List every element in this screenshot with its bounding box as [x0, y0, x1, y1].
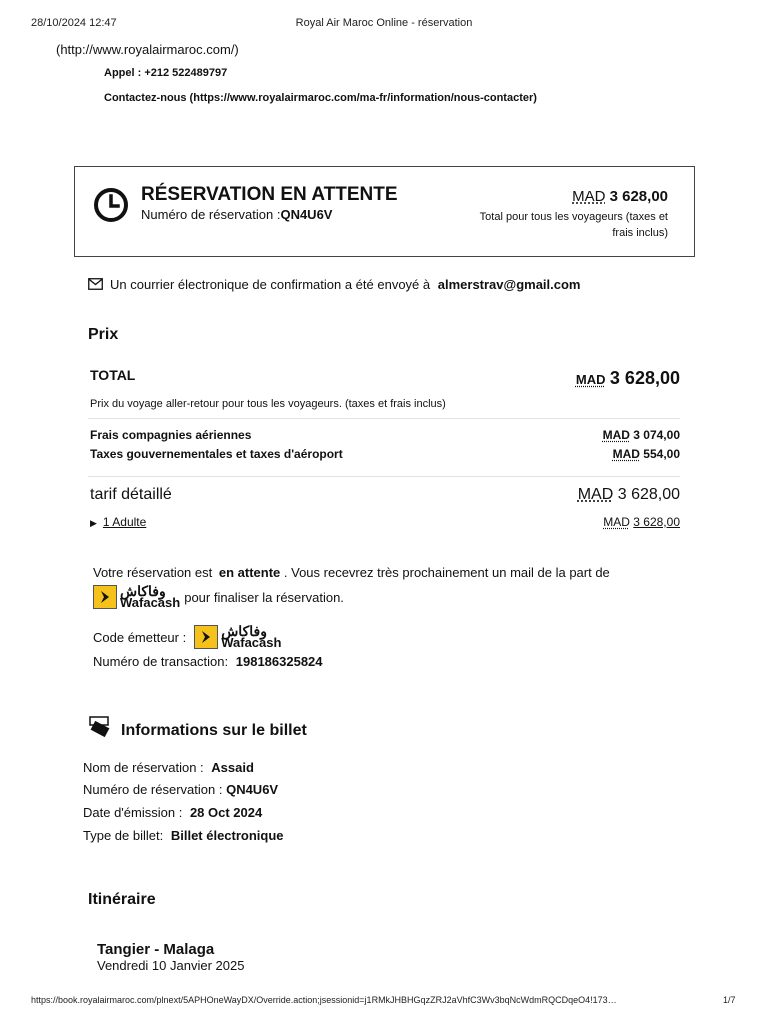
status-currency: MAD: [572, 188, 606, 205]
wafacash-logo: [93, 585, 180, 609]
divider: [88, 476, 680, 477]
wafacash-logo: [194, 625, 281, 649]
issuer-label: Code émetteur :: [93, 629, 187, 645]
fees-currency: MAD: [602, 428, 630, 442]
reservation-status-box: [74, 166, 695, 257]
status-ref-label: Numéro de réservation :: [141, 207, 281, 222]
ticket-icon: [86, 716, 112, 740]
payment-post: . Vous recevrez très prochainement un mail de la part de: [283, 565, 610, 580]
adult-currency: MAD: [603, 515, 630, 529]
print-footer-url: https://book.royalairmaroc.com/plnext/5APHOneWayDX/Override.action;jsessionid=j1RMkJHBHGqzZRJ2aVhfC3Wv3bqNcWdmRQCDqeO4!173…: [31, 995, 617, 1005]
issuer-line: [93, 625, 281, 649]
fees-label: Frais compagnies aériennes: [90, 428, 252, 442]
total-amount-group: [576, 368, 680, 389]
adult-amount-group: [603, 515, 680, 529]
ticket-name-value: Assaid: [211, 760, 254, 775]
status-amount: 3 628,00: [609, 188, 668, 205]
itinerary-route: Tangier - Malaga: [97, 941, 215, 958]
contact-link[interactable]: Contactez-nous (https://www.royalairmaroc.com/ma-fr/information/nous-contacter): [104, 92, 537, 104]
ticket-ref-row: [83, 782, 278, 797]
transaction-line: [93, 654, 323, 669]
status-ref-value: QN4U6V: [280, 207, 333, 222]
wafacash-arrow-icon: [194, 625, 218, 649]
transaction-label: Numéro de transaction:: [93, 654, 229, 669]
phone-line: Appel : +212 522489797: [104, 67, 228, 79]
taxes-currency: MAD: [612, 447, 640, 461]
ticket-date-label: Date d'émission :: [83, 805, 183, 820]
detail-amount-group: [578, 486, 680, 504]
total-amount: 3 628,00: [609, 368, 680, 388]
ticket-ref-label: Numéro de réservation :: [83, 782, 223, 797]
payment-line2-text: pour finaliser la réservation.: [184, 589, 344, 605]
email-notice-text: Un courrier électronique de confirmation a été envoyé à: [110, 277, 431, 292]
email-notice: [110, 277, 581, 292]
status-note: [480, 209, 668, 241]
ticket-type-label: Type de billet:: [83, 828, 164, 843]
ticket-name-label: Nom de réservation :: [83, 760, 204, 775]
wafacash-logo-en: Wafacash: [221, 635, 282, 650]
payment-status: en attente: [218, 565, 281, 580]
adult-amount: 3 628,00: [633, 515, 680, 529]
total-currency: MAD: [575, 372, 606, 387]
ticket-heading: Informations sur le billet: [121, 722, 307, 739]
prix-heading: Prix: [88, 326, 119, 343]
print-page-number: 1/7: [723, 995, 736, 1005]
email-address: almerstrav@gmail.com: [437, 277, 581, 292]
taxes-amount-group: [613, 447, 680, 461]
wafacash-arrow-icon: [93, 585, 117, 609]
wafacash-logo-ar: وفاكاش: [120, 583, 166, 599]
ticket-type-value: Billet électronique: [170, 828, 284, 843]
site-link[interactable]: (http://www.royalairmaroc.com/): [56, 42, 239, 57]
payment-line2: [93, 585, 344, 609]
status-note-line1: Total pour tous les voyageurs (taxes et: [479, 211, 668, 223]
print-datetime: 28/10/2024 12:47: [31, 17, 117, 29]
print-title: Royal Air Maroc Online - réservation: [295, 17, 473, 29]
total-description: Prix du voyage aller-retour pour tous les voyageurs. (taxes et frais inclus): [90, 398, 446, 410]
envelope-icon: [88, 278, 103, 290]
ticket-date-value: 28 Oct 2024: [189, 805, 263, 820]
payment-line1: [93, 565, 610, 580]
status-total: [572, 188, 668, 205]
clock-icon: [93, 187, 129, 223]
detail-label: tarif détaillé: [90, 486, 172, 503]
fees-amount: 3 074,00: [633, 428, 680, 442]
wafacash-logo-ar: وفاكاش: [221, 623, 267, 639]
ticket-date-row: [83, 805, 262, 820]
payment-pre: Votre réservation est: [93, 565, 213, 580]
adult-toggle[interactable]: [90, 515, 146, 529]
taxes-amount: 554,00: [643, 447, 680, 461]
itinerary-heading: Itinéraire: [88, 891, 156, 908]
detail-currency: MAD: [577, 486, 614, 503]
ticket-ref-value: QN4U6V: [226, 782, 279, 797]
total-label: TOTAL: [90, 367, 136, 383]
transaction-value: 198186325824: [235, 654, 323, 669]
ticket-type-row: [83, 828, 284, 843]
itinerary-date: Vendredi 10 Janvier 2025: [97, 958, 245, 973]
fees-amount-group: [603, 428, 680, 442]
wafacash-logo-en: Wafacash: [120, 595, 181, 610]
caret-right-icon: ▶: [90, 518, 97, 528]
detail-amount: 3 628,00: [617, 486, 680, 503]
adult-label: 1 Adulte: [102, 515, 147, 529]
ticket-name-row: [83, 760, 254, 775]
status-ref-line: [141, 207, 332, 222]
taxes-label: Taxes gouvernementales et taxes d'aéroport: [90, 447, 343, 461]
divider: [88, 418, 680, 419]
status-title: RÉSERVATION EN ATTENTE: [141, 184, 398, 205]
status-note-line2: frais inclus): [612, 227, 668, 239]
